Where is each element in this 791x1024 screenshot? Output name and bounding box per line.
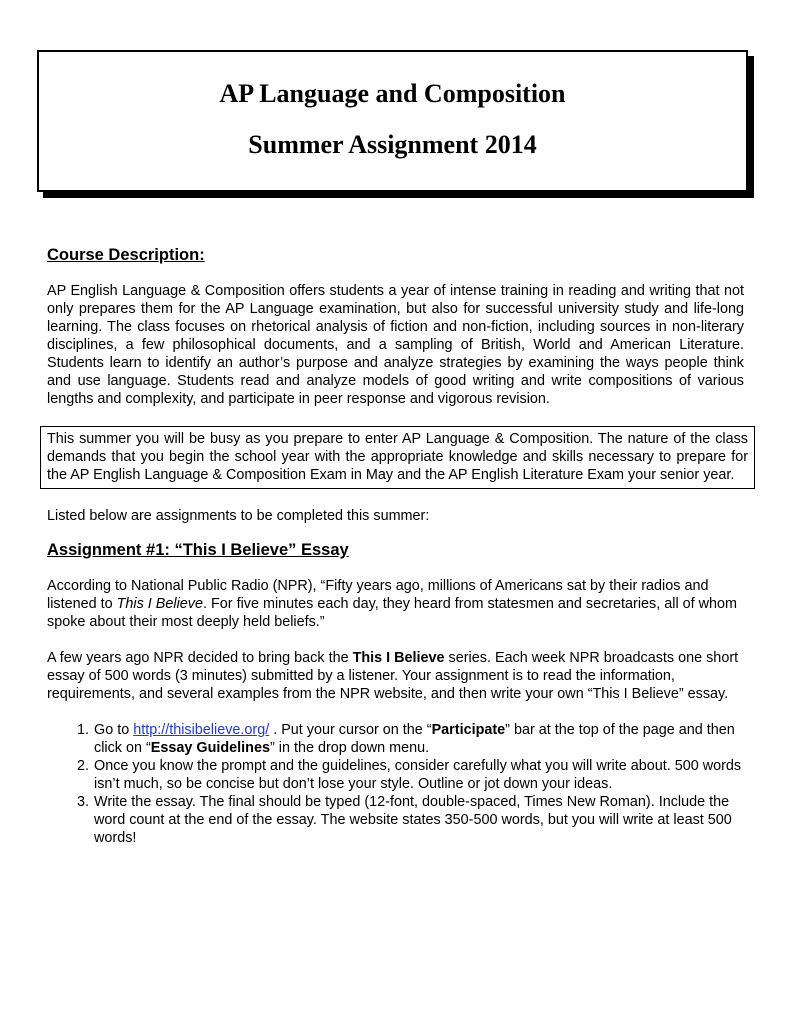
npr-series-text-b: series. Each week NPR broadcasts one short essay of 500 words (3 minutes) submitted by a listener. Your assignment is to read the information, requirements, and several examples from the NPR website, and then write your own “This I Believe” essay. [47,650,739,702]
npr-quote-paragraph [47,577,744,631]
step-1 [93,721,744,757]
npr-quote-text-b: . For five minutes each day, they heard from statesmen and secretaries, all of whom spoke about their most deeply held beliefs.” [47,596,738,630]
npr-quote-italic: This I Believe [116,596,203,612]
step-1-text-d: ” in the drop down menu. [269,740,430,756]
course-description-paragraph: AP English Language & Composition offers students a year of intense training in reading and writing that not only prepares them for the AP Language examination, but also for successful university study and life-long learning. The class focuses on rhetorical analysis of fiction and non-fiction, including sources in non-literary disciplines, a few philosophical documents, and a sampling of British, World and American Literature. Students learn to identify an author’s purpose and analyze strategies by examining the ways people think and use language. Students read and analyze models of good writing and write compositions of various lengths and complexity, and participate in peer response and vigorous revision. [47,283,744,407]
step-1-text-c: ” bar at the top of the page and then click on “ [94,722,735,756]
listed-below-text: Listed below are assignments to be completed this summer: [47,508,430,524]
assignment-1-heading: Assignment #1: “This I Believe” Essay [47,541,349,559]
document-subtitle: Summer Assignment 2014 [248,130,537,159]
npr-quote-text-a: According to National Public Radio (NPR), “Fifty years ago, millions of Americans sat by their radios and listened to [47,578,709,612]
npr-series-paragraph [47,649,744,703]
step-3: 3. Write the essay. The final should be typed (12-font, double-spaced, Times New Roman). Include the word count at the end of the essay. The website states 350-500 words, but you will write at least 500 words! [93,793,744,847]
step-1-text-b: . Put your cursor on the “ [269,722,432,738]
summer-notice-box [40,426,755,489]
step-2: 2. Once you know the prompt and the guidelines, consider carefully what you will write about. 500 words isn’t much, so be concise but don’t lose your style. Outline or jot down your ideas. [93,757,744,793]
npr-series-bold: This I Believe [352,650,445,666]
document-body [47,244,748,847]
document-title: AP Language and Composition [219,79,566,108]
summer-notice-text: This summer you will be busy as you prepare to enter AP Language & Composition. The nature of the class demands that you begin the school year with the appropriate knowledge and skills necessary to prepare for the AP English Language & Composition Exam in May and the AP English Literature Exam your senior year. [47,431,748,483]
thisibelieve-link[interactable]: http://thisibelieve.org/ [133,722,270,738]
npr-series-text-a: A few years ago NPR decided to bring back the [47,650,353,666]
course-description-heading: Course Description: [47,246,205,264]
participate-bold: Participate [431,722,506,738]
essay-guidelines-bold: Essay Guidelines [150,740,270,756]
title-box [37,50,748,192]
assignment-steps-list [47,721,744,847]
step-1-text-a: Go to [94,722,134,738]
